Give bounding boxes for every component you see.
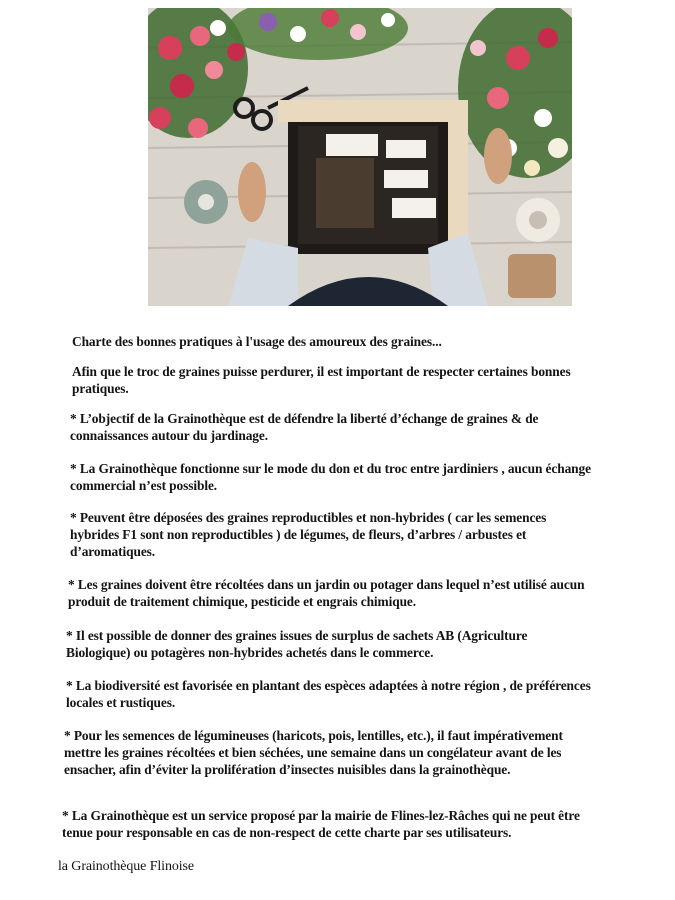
charter-heading: Charte des bonnes pratiques à l'usage des amoureux des graines... bbox=[72, 334, 442, 349]
rule-1-line-1: * L’objectif de la Grainothèque est de défendre la liberté d’échange de graines & de bbox=[70, 411, 539, 426]
intro-line-1: Afin que le troc de graines puisse perdurer, il est important de respecter certaines bonnes bbox=[72, 364, 571, 379]
rule-2-line-1: * La Grainothèque fonctionne sur le mode du don et du troc entre jardiniers , aucun échange bbox=[70, 461, 591, 476]
rule-7-line-1: * Pour les semences de légumineuses (haricots, pois, lentilles, etc.), il faut impérativement bbox=[64, 728, 563, 743]
signature: la Grainothèque Flinoise bbox=[58, 859, 195, 874]
rule-2-line-2: commercial n’est possible. bbox=[70, 478, 218, 493]
rule-3-line-2: hybrides F1 sont non reproductibles ) de légumes, de fleurs, d’arbres / arbustes et bbox=[70, 527, 527, 542]
rule-5-line-1: * Il est possible de donner des graines issues de surplus de sachets AB (Agriculture bbox=[66, 628, 528, 643]
rule-4-line-1: * Les graines doivent être récoltées dans un jardin ou potager dans lequel n’est utilisé aucun bbox=[68, 577, 585, 592]
rule-3-line-1: * Peuvent être déposées des graines reproductibles et non-hybrides ( car les semences bbox=[70, 510, 547, 525]
rule-6-line-1: * La biodiversité est favorisée en plantant des espèces adaptées à notre région , de préférences bbox=[66, 678, 591, 693]
intro-line-2: pratiques. bbox=[72, 381, 129, 396]
rule-8-line-2: tenue pour responsable en cas de non-respect de cette charte par ses utilisateurs. bbox=[62, 825, 512, 840]
rule-7-line-2: mettre les graines récoltées et bien séchées, une semaine dans un congélateur avant de les bbox=[64, 745, 562, 760]
rule-3-line-3: d’aromatiques. bbox=[70, 544, 156, 559]
rule-8-line-1: * La Grainothèque est un service proposé par la mairie de Flines-lez-Râches qui ne peut être bbox=[62, 808, 580, 823]
rule-5-line-2: Biologique) ou potagères non-hybrides achetés dans le commerce. bbox=[66, 645, 434, 660]
rule-7-line-3: ensacher, afin d’éviter la prolifération d’insectes nuisibles dans la grainothèque. bbox=[64, 762, 511, 777]
rule-4-line-2: produit de traitement chimique, pesticide et engrais chimique. bbox=[68, 594, 417, 609]
rule-1-line-2: connaissances autour du jardinage. bbox=[70, 428, 268, 443]
rule-6-line-2: locales et rustiques. bbox=[66, 695, 176, 710]
